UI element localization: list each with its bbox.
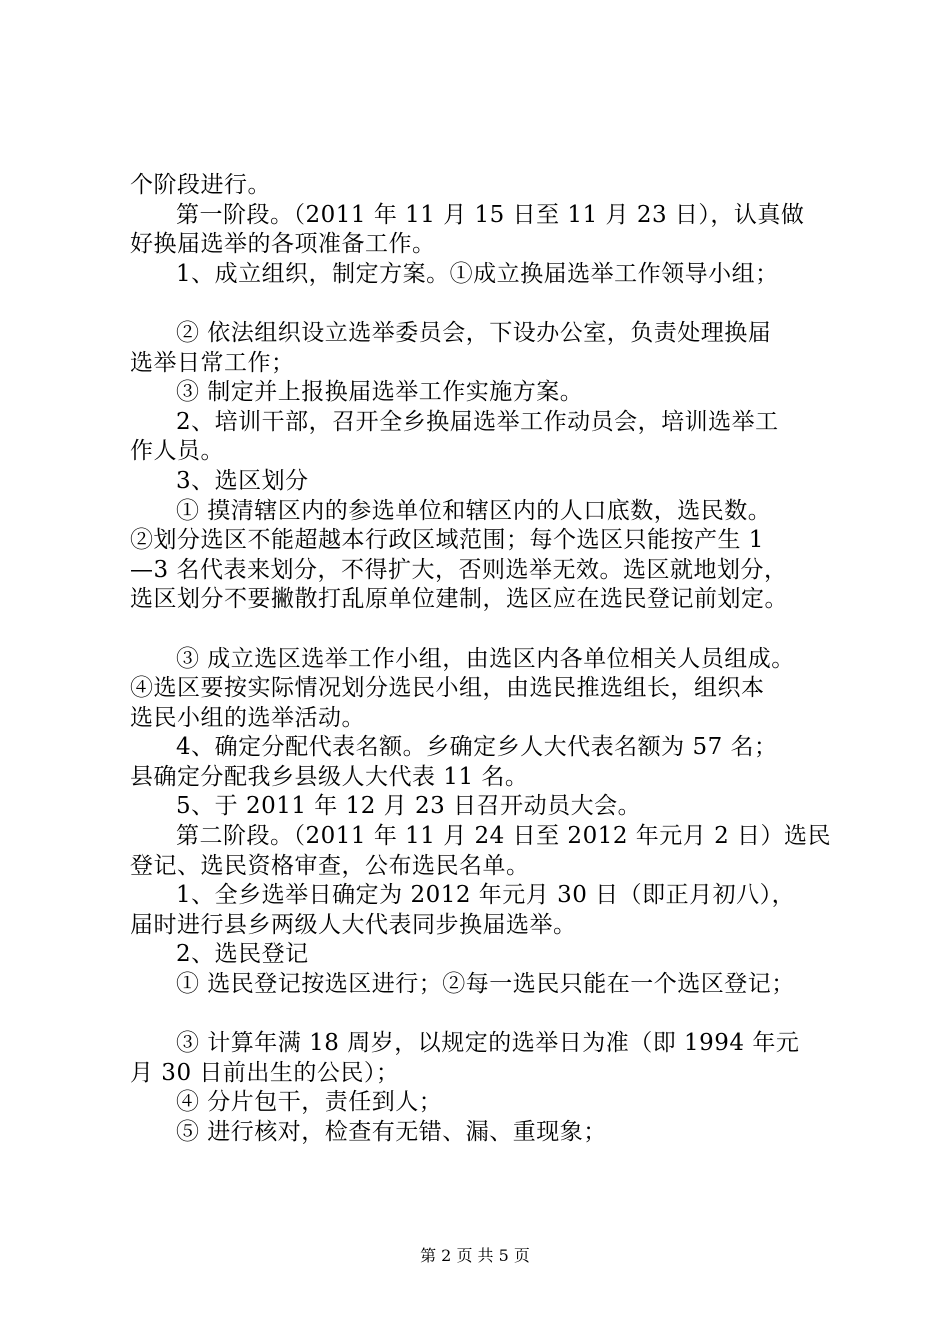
text-line: 选民小组的选举活动。 bbox=[130, 704, 365, 731]
text-line: 4、确定分配代表名额。乡确定乡人大代表名额为 57 名； bbox=[176, 734, 778, 761]
text-line: ② 依法组织设立选举委员会，下设办公室，负责处理换届 bbox=[176, 319, 772, 346]
text-line: 届时进行县乡两级人大代表同步换届选举。 bbox=[130, 911, 577, 938]
text-line: 选举日常工作； bbox=[130, 349, 295, 376]
text-line: 2、培训干部，召开全乡换届选举工作动员会，培训选举工 bbox=[176, 408, 779, 435]
blank-line bbox=[130, 1000, 850, 1030]
text-line: ②划分选区不能超越本行政区域范围；每个选区只能按产生 1 bbox=[130, 527, 764, 554]
text-line: ③ 成立选区选举工作小组，由选区内各单位相关人员组成。 bbox=[176, 645, 795, 672]
text-line: 好换届选举的各项准备工作。 bbox=[130, 231, 436, 258]
text-line: 第二阶段。（2011 年 11 月 24 日至 2012 年元月 2 日）选民 bbox=[176, 823, 832, 850]
text-line: 2、选民登记 bbox=[176, 941, 309, 968]
text-line: ③ 计算年满 18 周岁，以规定的选举日为准（即 1994 年元 bbox=[176, 1030, 800, 1057]
text-line: ④选区要按实际情况划分选民小组，由选民推选组长，组织本 bbox=[130, 675, 765, 702]
text-line: ④ 分片包干，责任到人； bbox=[176, 1089, 443, 1116]
text-line: 选区划分不要撇散打乱原单位建制，选区应在选民登记前划定。 bbox=[130, 586, 788, 613]
text-line: ① 选民登记按选区进行；②每一选民只能在一个选区登记； bbox=[176, 971, 795, 998]
text-line: ① 摸清辖区内的参选单位和辖区内的人口底数，选民数。 bbox=[176, 497, 772, 524]
text-line: 月 30 日前出生的公民）； bbox=[130, 1059, 400, 1086]
text-line: ⑤ 进行核对，检查有无错、漏、重现象； bbox=[176, 1119, 607, 1145]
blank-line bbox=[130, 615, 850, 645]
text-line: 县确定分配我乡县级人大代表 11 名。 bbox=[130, 763, 529, 790]
text-line: 5、于 2011 年 12 月 23 日召开动员大会。 bbox=[176, 793, 642, 820]
text-line: 个阶段进行。 bbox=[130, 172, 271, 198]
text-line: —3 名代表来划分，不得扩大，否则选举无效。选区就地划分， bbox=[130, 556, 788, 583]
blank-line bbox=[130, 289, 850, 319]
text-line: 作人员。 bbox=[130, 438, 224, 465]
text-line: 1、成立组织，制定方案。①成立换届选举工作领导小组； bbox=[176, 260, 779, 287]
document-body bbox=[130, 171, 850, 1148]
text-line: 3、选区划分 bbox=[176, 467, 309, 494]
text-line: 登记、选民资格审查，公布选民名单。 bbox=[130, 852, 530, 879]
text-line: 1、全乡选举日确定为 2012 年元月 30 日（即正月初八）， bbox=[176, 882, 796, 909]
page-number-footer: 第 2 页 共 5 页 bbox=[420, 1246, 530, 1265]
text-line: 第一阶段。（2011 年 11 月 15 日至 11 月 23 日），认真做 bbox=[176, 201, 805, 228]
text-line: ③ 制定并上报换届选举工作实施方案。 bbox=[176, 379, 584, 406]
